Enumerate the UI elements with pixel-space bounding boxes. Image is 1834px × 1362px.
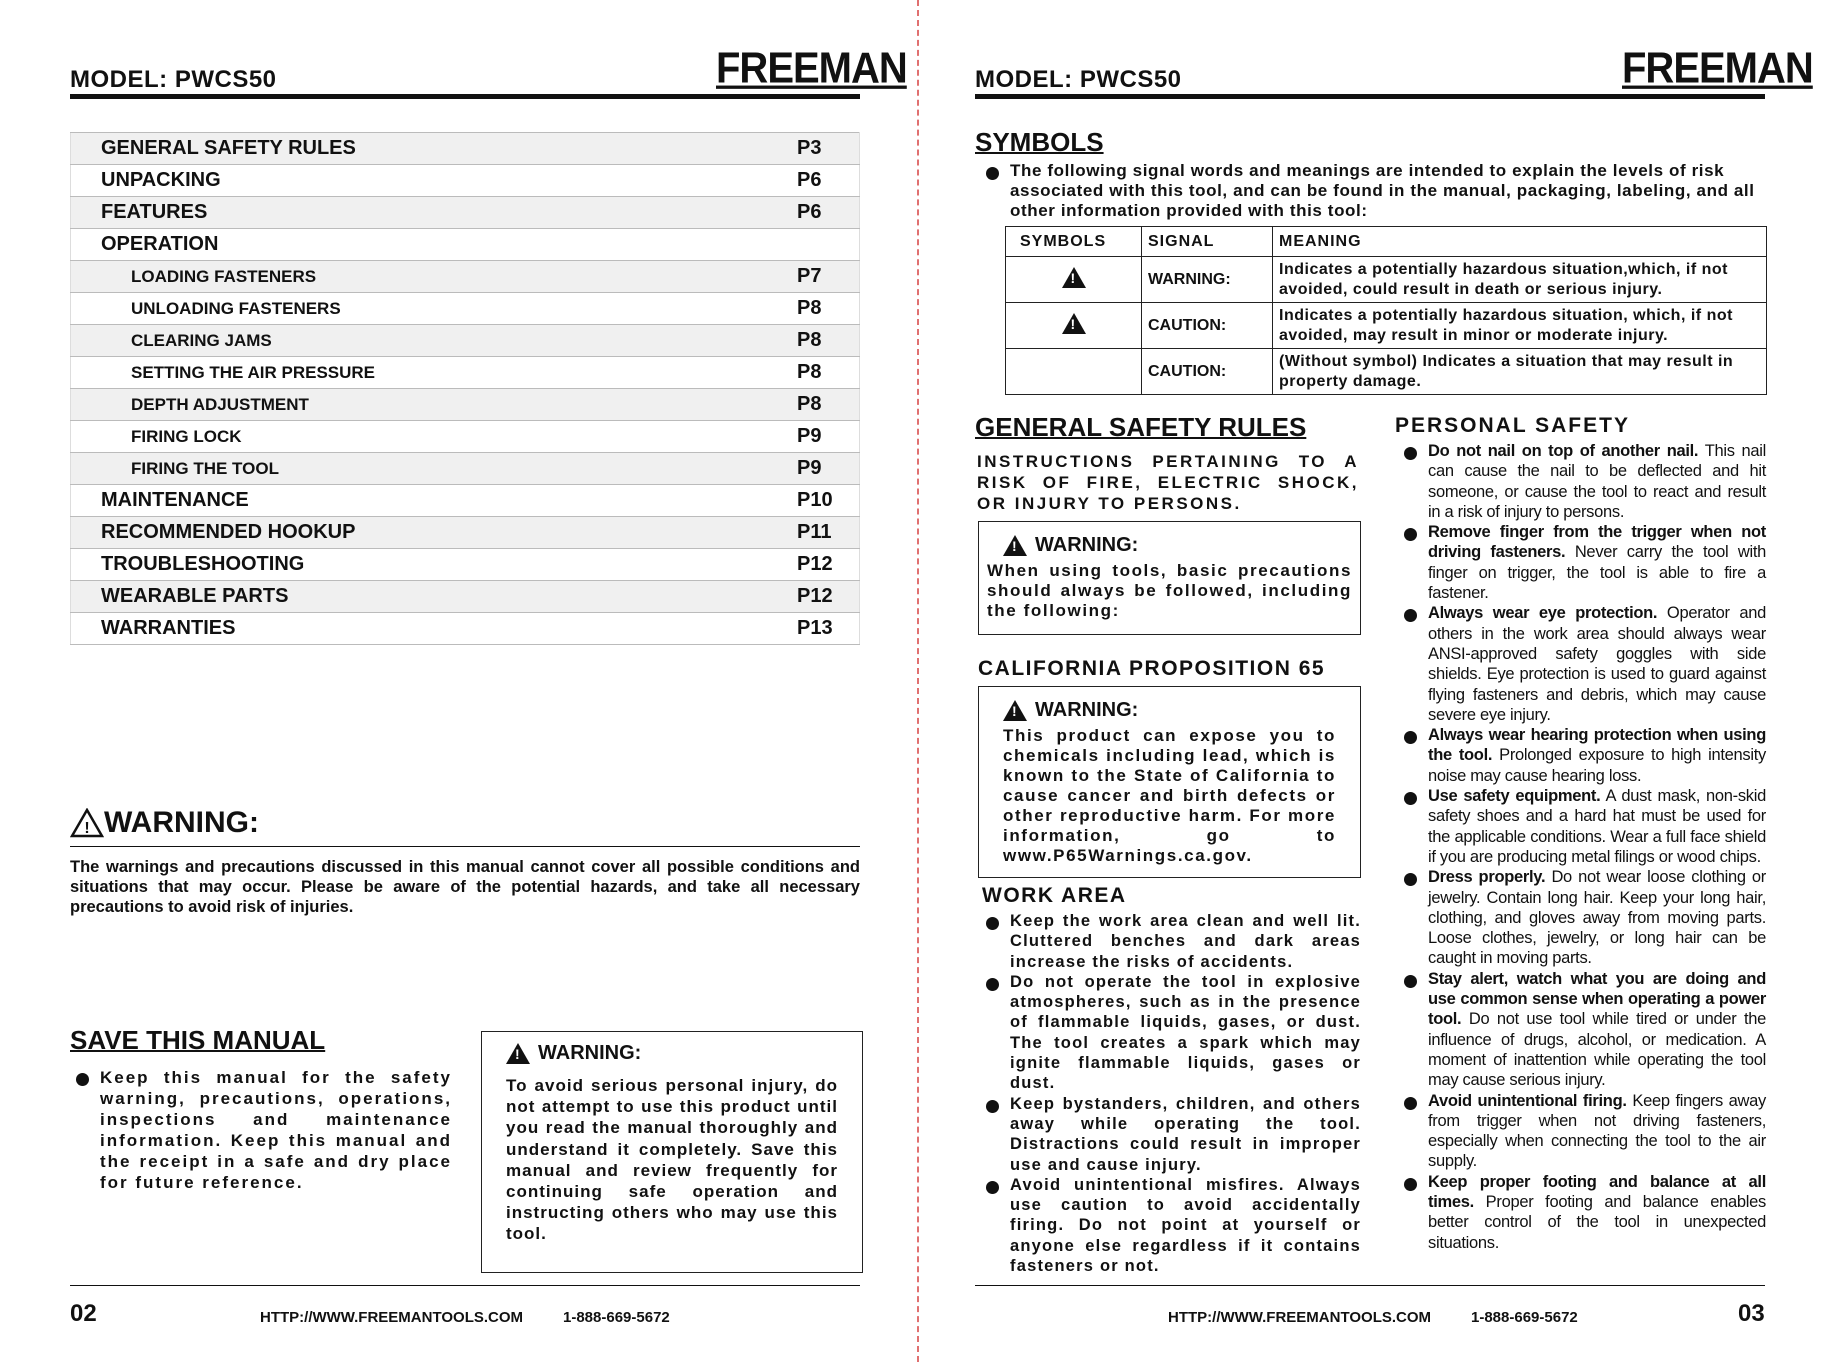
toc-row — [71, 133, 860, 165]
left-warning-box — [481, 1031, 863, 1273]
right-footer-url[interactable]: HTTP://WWW.FREEMANTOOLS.COM — [1168, 1309, 1432, 1326]
toc-title: FIRING LOCK — [71, 421, 798, 453]
personal-safety-item — [1398, 786, 1766, 867]
table-of-contents — [70, 132, 860, 645]
toc-page: P10 — [797, 485, 860, 517]
prop65-warning-heading — [1003, 699, 1336, 722]
personal-safety-item — [1398, 1172, 1766, 1253]
toc-row — [71, 613, 860, 645]
symbols-intro: The following signal words and meanings are intended to explain the levels of risk associated with this tool, and can be found in the manual, packaging, labeling, and all other information provided with this tool: — [980, 161, 1770, 221]
warning-triangle-icon — [1003, 535, 1027, 556]
toc-row — [71, 197, 860, 229]
personal-safety-lead: Always wear hearing protection when using the tool. — [1428, 726, 1766, 765]
toc-title: RECOMMENDED HOOKUP — [71, 517, 798, 549]
personal-safety-lead: Avoid unintentional firing. — [1428, 1091, 1627, 1110]
gsr-warning-heading — [987, 534, 1352, 557]
box-warning-heading — [506, 1042, 838, 1065]
right-header-rule — [975, 94, 1765, 99]
symbols-table — [1005, 226, 1767, 395]
left-warning-heading — [70, 806, 259, 840]
toc-title: SETTING THE AIR PRESSURE — [71, 357, 798, 389]
gsr-warning-text: When using tools, basic precautions should always be followed, including the following: — [987, 561, 1352, 620]
toc-title: FIRING THE TOOL — [71, 453, 798, 485]
toc-row — [71, 389, 860, 421]
personal-safety-item — [1398, 603, 1766, 725]
personal-safety-lead: Stay alert, watch what you are doing and use common sense when operating a power tool. — [1428, 969, 1766, 1029]
toc-row — [71, 293, 860, 325]
toc-row — [71, 549, 860, 581]
box-warning-title: WARNING: — [538, 1042, 642, 1064]
toc-row — [71, 229, 860, 261]
signal-cell: CAUTION: — [1142, 349, 1273, 395]
toc-row — [71, 485, 860, 517]
left-header-rule — [70, 94, 860, 99]
toc-page — [797, 229, 860, 261]
signal-header: SIGNAL — [1142, 227, 1273, 257]
general-safety-rules-title: GENERAL SAFETY RULES — [975, 412, 1307, 442]
work-area-item: Avoid unintentional misfires. Always use caution to avoid accidentally firing. Do not point at yourself or anyone else regardless if it contains fasteners or not. — [980, 1175, 1361, 1276]
right-brand-logo: FREEMAN — [1622, 43, 1813, 93]
left-footer-url[interactable]: HTTP://WWW.FREEMANTOOLS.COM — [260, 1309, 524, 1326]
personal-safety-text: Do not use tool while tired or under the influence of drugs, alcohol, or medication. A moment of inattention while operating the tool may cause serious injury. — [1428, 1010, 1766, 1090]
save-manual-list — [70, 1067, 452, 1193]
symbols-title: SYMBOLS — [975, 127, 1104, 157]
personal-safety-lead: Keep proper footing and balance at all times. — [1428, 1172, 1766, 1211]
toc-title: CLEARING JAMS — [71, 325, 798, 357]
toc-row — [71, 357, 860, 389]
left-footer-rule — [70, 1285, 860, 1286]
toc-title: WEARABLE PARTS — [71, 581, 798, 613]
toc-row — [71, 325, 860, 357]
warning-triangle-icon — [1003, 700, 1027, 721]
personal-safety-lead: Remove finger from the trigger when not driving fasteners. — [1428, 523, 1766, 562]
caution-symbol-cell — [1006, 303, 1142, 349]
warning-triangle-icon — [70, 808, 104, 838]
toc-page: P11 — [797, 517, 860, 549]
personal-safety-text: Prolonged exposure to high intensity noise may cause hearing loss. — [1428, 746, 1766, 785]
work-area-title: WORK AREA — [982, 884, 1127, 907]
toc-row — [71, 517, 860, 549]
meaning-header: MEANING — [1273, 227, 1767, 257]
toc-page: P9 — [797, 421, 860, 453]
warning-triangle-icon — [1062, 267, 1086, 288]
right-model-label: MODEL: PWCS50 — [975, 66, 1182, 93]
toc-title: UNLOADING FASTENERS — [71, 293, 798, 325]
personal-safety-item — [1398, 522, 1766, 603]
toc-page: P12 — [797, 581, 860, 613]
save-manual-title: SAVE THIS MANUAL — [70, 1025, 326, 1055]
personal-safety-text: Keep fingers away from trigger when not driving fasteners, especially when connecting the tool to the air supply. — [1428, 1091, 1766, 1171]
general-safety-subtitle: INSTRUCTIONS PERTAINING TO A RISK OF FIRE, ELECTRIC SHOCK, OR INJURY TO PERSONS. — [977, 452, 1359, 513]
toc-title: UNPACKING — [71, 165, 798, 197]
toc-row — [71, 165, 860, 197]
left-warning-title: WARNING: — [104, 806, 259, 839]
work-area-item: Keep the work area clean and well lit. Cluttered benches and dark areas increase the risks of accidents. — [980, 911, 1361, 972]
meaning-cell: Indicates a potentially hazardous situation, which, if not avoided, may result in minor or moderate injury. — [1273, 303, 1767, 349]
personal-safety-item — [1398, 969, 1766, 1091]
empty-symbol-cell — [1006, 349, 1142, 395]
toc-page: P9 — [797, 453, 860, 485]
prop65-warning-title: WARNING: — [1035, 699, 1139, 721]
save-manual-text: Keep this manual for the safety warning, precautions, operations, inspections and maintenance information. Keep this manual and the receipt in a safe and dry place for future reference. — [70, 1067, 452, 1193]
left-brand-logo: FREEMAN — [716, 43, 907, 93]
warning-triangle-icon — [506, 1043, 530, 1064]
personal-safety-lead: Always wear eye protection. — [1428, 604, 1658, 623]
work-area-list — [980, 911, 1361, 1276]
box-warning-text: To avoid serious personal injury, do not attempt to use this product until you read the manual thoroughly and understand it completely. Save this manual and review frequently for continuing safe operation and instructing others who may use this tool. — [506, 1076, 838, 1244]
page-fold-line — [917, 0, 919, 1362]
meaning-cell: (Without symbol) Indicates a situation that may result in property damage. — [1273, 349, 1767, 395]
signal-cell: CAUTION: — [1142, 303, 1273, 349]
toc-page: P8 — [797, 293, 860, 325]
toc-row — [71, 581, 860, 613]
personal-safety-text: Operator and others in the work area should always wear ANSI-approved safety goggles with side shields. Eye protection is used to guard against flying fasteners and debris, which may cause severe eye injury. — [1428, 604, 1766, 724]
personal-safety-title: PERSONAL SAFETY — [1395, 414, 1630, 437]
toc-title: GENERAL SAFETY RULES — [71, 133, 798, 165]
toc-page: P6 — [797, 197, 860, 229]
prop65-text: This product can expose you to chemicals including lead, which is known to the State of California to cause cancer and birth defects or other reproductive harm. For more information, go to www.P65Warnings.ca.gov. — [1003, 726, 1336, 865]
symbols-intro-list — [980, 161, 1770, 221]
personal-safety-text: Proper footing and balance enables better control of the tool in unexpected situations. — [1428, 1192, 1766, 1252]
toc-title: DEPTH ADJUSTMENT — [71, 389, 798, 421]
toc-page: P8 — [797, 389, 860, 421]
warning-triangle-icon — [1062, 313, 1086, 334]
toc-title: LOADING FASTENERS — [71, 261, 798, 293]
toc-title: FEATURES — [71, 197, 798, 229]
work-area-item: Do not operate the tool in explosive atmospheres, such as in the presence of flammable liquids, gases, or dust. The tool creates a spark which may ignite flammable liquids, gases or dust. — [980, 972, 1361, 1094]
toc-page: P7 — [797, 261, 860, 293]
personal-safety-item — [1398, 1091, 1766, 1172]
personal-safety-text: This nail can cause the nail to be deflected and hit someone, or cause the tool to react and result in a risk of injury to persons. — [1428, 442, 1766, 521]
personal-safety-lead: Use safety equipment. — [1428, 787, 1601, 806]
toc-title: OPERATION — [71, 229, 798, 261]
personal-safety-lead: Do not nail on top of another nail. — [1428, 442, 1699, 460]
personal-safety-item — [1398, 441, 1766, 522]
toc-row — [71, 421, 860, 453]
toc-page: P3 — [797, 133, 860, 165]
warning-symbol-cell — [1006, 257, 1142, 303]
personal-safety-item — [1398, 725, 1766, 786]
personal-safety-lead: Dress properly. — [1428, 868, 1546, 887]
toc-page: P12 — [797, 549, 860, 581]
left-page-number: 02 — [70, 1300, 97, 1327]
toc-title: MAINTENANCE — [71, 485, 798, 517]
work-area-item: Keep bystanders, children, and others away while operating the tool. Distractions could result in improper use and cause injury. — [980, 1094, 1361, 1175]
left-warning-rule — [70, 846, 860, 847]
prop65-title: CALIFORNIA PROPOSITION 65 — [978, 657, 1326, 680]
personal-safety-text: A dust mask, non-skid safety shoes and a hard hat must be used for the applicable conditions. Wear a full face shield if you are producing metal filings or wood chips. — [1428, 787, 1767, 866]
gsr-warning-title: WARNING: — [1035, 534, 1139, 556]
toc-row — [71, 453, 860, 485]
left-footer-phone: 1-888-669-5672 — [563, 1309, 670, 1326]
symbols-header: SYMBOLS — [1006, 227, 1142, 257]
left-warning-text: The warnings and precautions discussed in this manual cannot cover all possible conditions and situations that may occur. Please be aware of the potential hazards, and take all necessary precautions to avoid risk of injuries. — [70, 858, 860, 916]
personal-safety-item — [1398, 867, 1766, 968]
toc-page: P8 — [797, 357, 860, 389]
personal-safety-list — [1398, 441, 1766, 1253]
personal-safety-text: Do not wear loose clothing or jewelry. Contain long hair. Keep your long hair, clothing, and gloves away from moving parts. Loose clothes, jewelry, or long hair can be caught in moving parts. — [1428, 868, 1767, 968]
signal-cell: WARNING: — [1142, 257, 1273, 303]
toc-row — [71, 261, 860, 293]
right-footer-phone: 1-888-669-5672 — [1471, 1309, 1578, 1326]
prop65-warning-box — [978, 686, 1361, 878]
toc-page: P13 — [797, 613, 860, 645]
toc-page: P6 — [797, 165, 860, 197]
personal-safety-text: Never carry the tool with finger on trigger, the tool is able to fire a fastener. — [1428, 543, 1766, 603]
left-model-label: MODEL: PWCS50 — [70, 66, 277, 93]
toc-title: WARRANTIES — [71, 613, 798, 645]
gsr-warning-box — [978, 521, 1361, 635]
toc-page: P8 — [797, 325, 860, 357]
toc-title: TROUBLESHOOTING — [71, 549, 798, 581]
meaning-cell: Indicates a potentially hazardous situation,which, if not avoided, could result in death or serious injury. — [1273, 257, 1767, 303]
svg-text:!: ! — [84, 820, 90, 837]
right-page-number: 03 — [1738, 1300, 1765, 1327]
right-footer-rule — [975, 1285, 1765, 1286]
